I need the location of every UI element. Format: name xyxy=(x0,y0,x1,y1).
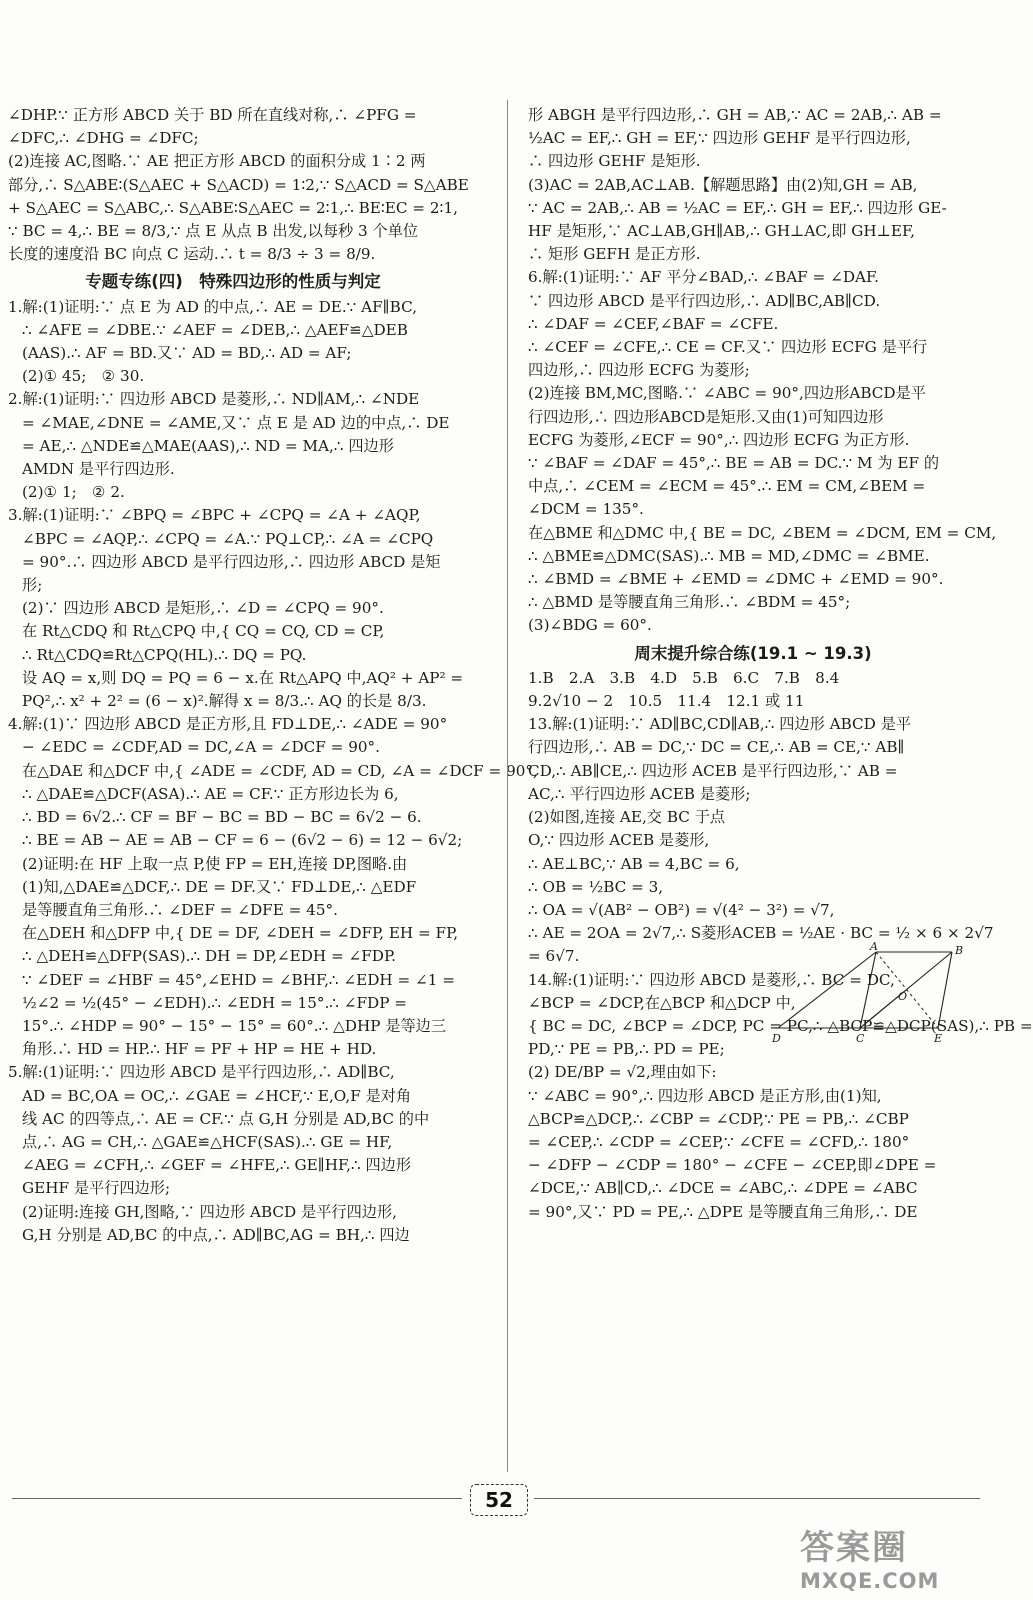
text-line: 3.解:(1)证明:∵ ∠BPQ = ∠BPC + ∠CPQ = ∠A + ∠AQP, xyxy=(8,506,421,525)
column-divider xyxy=(507,100,508,1472)
right-column xyxy=(528,104,1033,1224)
page-number: 52 xyxy=(470,1484,528,1516)
text-line: ∴ AE = 2OA = 2√7,∴ S菱形ACEB = ½AE · BC = ½ × 6 × 2√7 xyxy=(528,924,994,943)
text-line: 13.解:(1)证明:∵ AD∥BC,CD∥AB,∴ 四边形 ABCD 是平 xyxy=(528,715,912,734)
text-line: − ∠DFP − ∠CDP = 180° − ∠CFE − ∠CEP,即∠DPE = xyxy=(528,1156,937,1175)
text-line: ½∠2 = ½(45° − ∠EDH).∴ ∠EDH = 15°.∴ ∠FDP = xyxy=(22,993,407,1012)
text-line: 角形.∴ HD = HP.∴ HF = PF + HP = HE + HD. xyxy=(22,1040,377,1059)
text-line: 线 AC 的四等点,∴ AE = CF.∵ 点 G,H 分别是 AD,BC 的中 xyxy=(22,1109,430,1128)
text-line: ∴ ∠DAF = ∠CEF,∠BAF = ∠CFE. xyxy=(528,314,779,333)
text-line: = ∠MAE,∠DNE = ∠AME,又∵ 点 E 是 AD 边的中点,∴ DE xyxy=(22,413,450,432)
text-line: (2)① 1; ② 2. xyxy=(22,483,125,502)
text-line: 行四边形,∴ AB = DC,∵ DC = CE,∴ AB = CE,∵ AB∥ xyxy=(528,738,905,757)
text-line: (2) DE/BP = √2,理由如下: xyxy=(528,1063,717,1082)
text-line: G,H 分别是 AD,BC 的中点,∴ AD∥BC,AG = BH,∴ 四边 xyxy=(22,1225,410,1244)
text-line: ∵ ∠ABC = 90°,∴ 四边形 ABCD 是正方形,由(1)知, xyxy=(528,1086,882,1105)
text-line: 设 AQ = x,则 DQ = PQ = 6 − x.在 Rt△APQ 中,AQ² + AP² = xyxy=(22,668,464,687)
text-line: − ∠EDC = ∠CDF,AD = DC,∠A = ∠DCF = 90°. xyxy=(22,738,380,757)
text-line: 5.解:(1)证明:∵ 四边形 ABCD 是平行四边形,∴ AD∥BC, xyxy=(8,1063,395,1082)
text-line: 在 Rt△CDQ 和 Rt△CPQ 中,{ CQ = CQ, CD = CP, xyxy=(22,622,385,641)
text-line: AD = BC,OA = OC,∴ ∠GAE = ∠HCF,∵ E,O,F 是对角 xyxy=(22,1086,412,1105)
text-line: = AE,∴ △NDE≌△MAE(AAS),∴ ND = MA,∴ 四边形 xyxy=(22,436,394,455)
text-line: PD,∵ PE = PB,∴ PD = PE; xyxy=(528,1040,725,1059)
text-line: (2)如图,连接 AE,交 BC 于点 xyxy=(528,808,726,827)
text-line: (2)证明:在 HF 上取一点 P,使 FP = EH,连接 DP,图略.由 xyxy=(22,854,408,873)
text-line: ∴ ∠AFE = ∠DBE.∵ ∠AEF = ∠DEB,∴ △AEF≌△DEB xyxy=(22,320,408,339)
text-line: AC,∴ 平行四边形 ACEB 是菱形; xyxy=(528,784,751,803)
text-line: = 90°.∴ 四边形 ABCD 是平行四边形,∴ 四边形 ABCD 是矩 xyxy=(22,552,441,571)
text-line: ∠DCM = 135°. xyxy=(528,500,644,519)
text-line: (3)∠BDG = 60°. xyxy=(528,616,652,635)
text-line: ∴ 四边形 GEHF 是矩形. xyxy=(528,152,701,171)
text-line: ∴ ∠CEF = ∠CFE,∴ CE = CF.又∵ 四边形 ECFG 是平行 xyxy=(528,338,928,357)
text-line: + S△AEC = S△ABC,∴ S△ABE∶S△AEC = 2∶1,∴ BE∶EC = 2∶1, xyxy=(8,198,458,217)
text-line: ∴ ∠BMD = ∠BME + ∠EMD = ∠DMC + ∠EMD = 90°. xyxy=(528,570,944,589)
label-A: A xyxy=(870,940,878,953)
text-line: ∵ 四边形 ABCD 是平行四边形,∴ AD∥BC,AB∥CD. xyxy=(528,291,881,310)
text-line: PQ²,∴ x² + 2² = (6 − x)².解得 x = 8/3.∴ AQ 的长是 8/3. xyxy=(22,692,427,711)
label-B: B xyxy=(955,944,964,957)
text-line: (AAS).∴ AF = BD.又∵ AD = BD,∴ AD = AF; xyxy=(22,344,352,363)
text-line: ∴ △DEH≌△DFP(SAS).∴ DH = DP,∠EDH = ∠FDP. xyxy=(22,947,396,966)
text-line: ∵ AC = 2AB,∴ AB = ½AC = EF,∴ GH = EF,∴ 四边形 GE- xyxy=(528,198,947,217)
section-heading: 周末提升综合练(19.1 ~ 19.3) xyxy=(634,643,872,663)
label-E: E xyxy=(934,1032,943,1045)
text-line: (2)连接 AC,图略.∵ AE 把正方形 ABCD 的面积分成 1∶2 两 xyxy=(8,152,426,171)
text-line: 9.2√10 − 2 10.5 11.4 12.1 或 11 xyxy=(528,692,805,711)
watermark xyxy=(800,1520,990,1598)
text-line: (2)∵ 四边形 ABCD 是矩形,∴ ∠D = ∠CPQ = 90°. xyxy=(22,599,384,618)
text-line: ∴ △BMD 是等腰直角三角形.∴ ∠BDM = 45°; xyxy=(528,593,851,612)
text-line: ∵ ∠BAF = ∠DAF = 45°,∴ BE = AB = DC.∵ M 为 EF 的 xyxy=(528,454,940,473)
text-line: ∴ OA = √(AB² − OB²) = √(4² − 3²) = √7, xyxy=(528,900,835,919)
section-heading: 专题专练(四) 特殊四边形的性质与判定 xyxy=(85,272,381,292)
text-line: ∴ AE⊥BC,∵ AB = 4,BC = 6, xyxy=(528,854,740,873)
text-line: 6.解:(1)证明:∵ AF 平分∠BAD,∴ ∠BAF = ∠DAF. xyxy=(528,268,879,287)
text-line: ∵ BC = 4,∴ BE = 8/3,∵ 点 E 从点 B 出发,以每秒 3 个单位 xyxy=(8,222,419,241)
text-line: 在△DAE 和△DCF 中,{ ∠ADE = ∠CDF, AD = CD, ∠A = ∠DCF = 90°, xyxy=(22,761,538,780)
footer-rule-left xyxy=(12,1498,462,1499)
text-line: (2)证明:连接 GH,图略,∵ 四边形 ABCD 是平行四边形, xyxy=(22,1202,398,1221)
text-line: 部分,∴ S△ABE∶(S△AEC + S△ACD) = 1∶2,∵ S△ACD = S△ABE xyxy=(8,175,469,194)
text-line: 4.解:(1)∵ 四边形 ABCD 是正方形,且 FD⊥DE,∴ ∠ADE = 90° xyxy=(8,715,448,734)
text-line: 1.B 2.A 3.B 4.D 5.B 6.C 7.B 8.4 xyxy=(528,668,840,687)
text-line: (3)AC = 2AB,AC⊥AB.【解题思路】由(2)知,GH = AB, xyxy=(528,175,918,194)
text-line: 行四边形,∴ 四边形ABCD是矩形.又由(1)可知四边形 xyxy=(528,407,884,426)
text-line: = ∠CEP,∴ ∠CDP = ∠CEP,∵ ∠CFE = ∠CFD,∴ 180° xyxy=(528,1132,910,1151)
text-line: ∴ Rt△CDQ≌Rt△CPQ(HL).∴ DQ = PQ. xyxy=(22,645,307,664)
text-line: = 6√7. xyxy=(528,947,580,966)
text-line: 四边形,∴ 四边形 ECFG 为菱形; xyxy=(528,361,750,380)
text-line: 点,∴ AG = CH,∴ △GAE≌△HCF(SAS).∴ GE = HF, xyxy=(22,1132,393,1151)
label-C: C xyxy=(856,1032,865,1045)
text-line: ∠AEG = ∠CFH,∴ ∠GEF = ∠HFE,∴ GE∥HF,∴ 四边形 xyxy=(22,1156,412,1175)
text-line: AMDN 是平行四边形. xyxy=(22,460,175,479)
text-line: { BC = DC, ∠BCP = ∠DCP, PC = PC,∴ △BCP≌△DCP(SAS),∴ PB = xyxy=(528,1016,1033,1035)
text-line: ∠BCP = ∠DCP,在△BCP 和△DCP 中, xyxy=(528,993,796,1012)
footer-rule-right xyxy=(534,1498,980,1499)
rhombus-figure xyxy=(752,940,974,1052)
label-O: O xyxy=(898,990,908,1003)
text-line: ∴ BE = AB − AE = AB − CF = 6 − (6√2 − 6) = 12 − 6√2; xyxy=(22,831,463,850)
text-line: ∠DFC,∴ ∠DHG = ∠DFC; xyxy=(8,129,199,148)
text-line: ½AC = EF,∴ GH = EF,∵ 四边形 GEHF 是平行四边形, xyxy=(528,129,911,148)
text-line: ∴ BD = 6√2.∴ CF = BF − BC = BD − BC = 6√2 − 6. xyxy=(22,808,422,827)
text-line: CD,∴ AB∥CE,∴ 四边形 ACEB 是平行四边形,∵ AB = xyxy=(528,761,898,780)
text-line: GEHF 是平行四边形; xyxy=(22,1179,171,1198)
label-D: D xyxy=(772,1032,781,1045)
text-line: (2)连接 BM,MC,图略.∵ ∠ABC = 90°,四边形ABCD是平 xyxy=(528,384,926,403)
text-line: (1)知,△DAE≌△DCF,∴ DE = DF.又∵ FD⊥DE,∴ △EDF xyxy=(22,877,417,896)
text-line: 形 ABGH 是平行四边形,∴ GH = AB,∵ AC = 2AB,∴ AB = xyxy=(528,106,942,124)
text-line: 1.解:(1)证明:∵ 点 E 为 AD 的中点,∴ AE = DE.∵ AF∥BC, xyxy=(8,297,418,316)
text-line: 长度的速度沿 BC 向点 C 运动.∴ t = 8/3 ÷ 3 = 8/9. xyxy=(8,245,376,264)
text-line: 15°.∴ ∠HDP = 90° − 15° − 15° = 60°.∴ △DHP 是等边三 xyxy=(22,1016,447,1035)
text-line: 在△BME 和△DMC 中,{ BE = DC, ∠BEM = ∠DCM, EM = CM, xyxy=(528,523,997,542)
text-line: ∵ ∠DEF = ∠HBF = 45°,∠EHD = ∠BHF,∴ ∠EDH = ∠1 = xyxy=(22,970,455,989)
text-line: (2)① 45; ② 30. xyxy=(22,367,145,386)
text-line: ∠DCE,∵ AB∥CD,∴ ∠DCE = ∠ABC,∴ ∠DPE = ∠ABC xyxy=(528,1179,918,1198)
text-line: 2.解:(1)证明:∵ 四边形 ABCD 是菱形,∴ ND∥AM,∴ ∠NDE xyxy=(8,390,420,409)
text-line: 14.解:(1)证明:∵ 四边形 ABCD 是菱形,∴ BC = DC, xyxy=(528,970,895,989)
left-column xyxy=(8,104,538,1247)
text-line: ∴ △DAE≌△DCF(ASA).∴ AE = CF.∵ 正方形边长为 6, xyxy=(22,784,399,803)
text-line: 是等腰直角三角形.∴ ∠DEF = ∠DFE = 45°. xyxy=(22,900,338,919)
text-line: O,∵ 四边形 ACEB 是菱形, xyxy=(528,831,710,850)
text-line: 中点,∴ ∠CEM = ∠ECM = 45°.∴ EM = CM,∠BEM = xyxy=(528,477,926,496)
text-line: HF 是矩形,∵ AC⊥AB,GH∥AB,∴ GH⊥AC,即 GH⊥EF, xyxy=(528,222,915,241)
watermark-url: MXQE.COM xyxy=(800,1569,940,1593)
text-line: ∴ 矩形 GEFH 是正方形. xyxy=(528,245,701,264)
text-line: ∠DHP.∵ 正方形 ABCD 关于 BD 所在直线对称,∴ ∠PFG = xyxy=(8,106,417,124)
text-line: 形; xyxy=(22,576,43,595)
watermark-logo: 答案圈 xyxy=(800,1528,908,1568)
text-line: ∴ △BME≌△DMC(SAS).∴ MB = MD,∠DMC = ∠BME. xyxy=(528,546,930,565)
text-line: ∴ OB = ½BC = 3, xyxy=(528,877,664,896)
text-line: = 90°,又∵ PD = PE,∴ △DPE 是等腰直角三角形,∴ DE xyxy=(528,1202,918,1221)
text-line: ECFG 为菱形,∠ECF = 90°,∴ 四边形 ECFG 为正方形. xyxy=(528,430,910,449)
text-line: △BCP≌△DCP,∴ ∠CBP = ∠CDP,∵ PE = PB,∴ ∠CBP xyxy=(528,1109,909,1128)
text-line: ∠BPC = ∠AQP,∴ ∠CPQ = ∠A.∵ PQ⊥CP,∴ ∠A = ∠CPQ xyxy=(22,529,434,548)
text-line: 在△DEH 和△DFP 中,{ DE = DF, ∠DEH = ∠DFP, EH = FP, xyxy=(22,924,459,943)
